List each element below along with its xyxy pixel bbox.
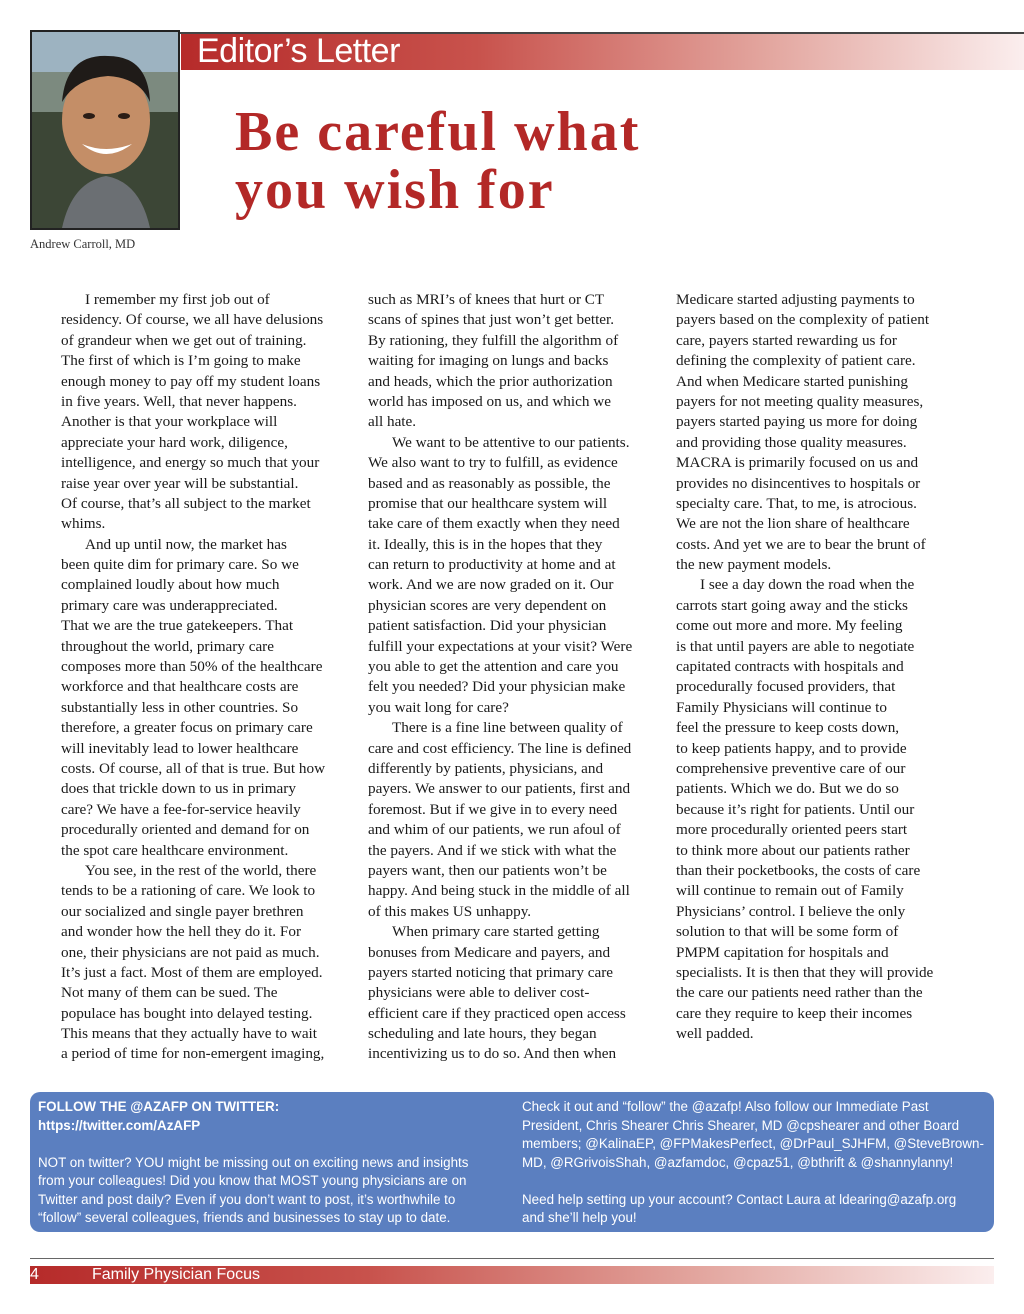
article-line: is that until payers are able to negotiate <box>676 637 915 655</box>
article-line: in five years. Well, that never happens. <box>61 392 297 410</box>
article-line: payers based on the complexity of patient <box>676 311 930 329</box>
help-line: Need help setting up your account? Contact Laura at ldearing@azafp.org <box>522 1191 957 1207</box>
article-line: the spot care healthcare environment. <box>61 841 289 859</box>
article-line: payers want, then our patients won’t be <box>368 861 607 879</box>
article-line: I see a day down the road when the <box>700 576 915 594</box>
article-line: come out more and more. My feeling <box>676 617 903 635</box>
article-line: world has imposed on us, and which we <box>368 392 611 410</box>
article-line: and wonder how the hell they do it. For <box>61 923 302 941</box>
follow-right-line: MD, @RGrivoisShah, @azfamdoc, @cpaz51, @bthrift & @shannylanny! <box>522 1154 954 1170</box>
article-line: costs. And yet we are to bear the brunt of <box>676 535 926 553</box>
article-line: provides no disincentives to hospitals or <box>676 474 921 492</box>
article-line: That we are the true gatekeepers. That <box>61 617 294 635</box>
follow-right-line: Check it out and “follow” the @azafp! Also follow our Immediate Past <box>522 1099 929 1114</box>
article-line: care and cost efficiency. The line is defined <box>368 739 632 757</box>
follow-left-line: from your colleagues! Did you know that MOST young physicians are on <box>38 1173 467 1188</box>
help-line: and she’ll help you! <box>522 1210 637 1225</box>
article-line: promise that our healthcare system will <box>368 494 608 512</box>
article-line: take care of them exactly when they need <box>368 515 620 533</box>
article-line: does that trickle down to us in primary <box>61 780 296 798</box>
article-line: specialists. It is then that they will provide <box>676 963 934 981</box>
headline-line-2: you wish for <box>235 159 555 221</box>
article-line: procedurally oriented and demand for on <box>61 821 310 839</box>
article-line: happy. And being stuck in the middle of all <box>368 882 630 900</box>
editor-photo <box>30 30 180 230</box>
article-line: We want to be attentive to our patients. <box>392 433 630 451</box>
article-line: of grandeur when we get out of training. <box>61 331 307 349</box>
article-line: capitated contracts with hospitals and <box>676 658 904 676</box>
follow-right-line: members; @KalinaEP, @FPMakesPerfect, @DrPaul_SJHFM, @SteveBrown- <box>522 1136 984 1151</box>
article-line: been quite dim for primary care. So we <box>61 556 299 574</box>
article-line: costs. Of course, all of that is true. But how <box>61 759 326 777</box>
article-line: to keep patients happy, and to provide <box>676 739 907 757</box>
article-line: efficient care if they practiced open access <box>368 1004 626 1022</box>
article-line: the new payment models. <box>676 556 832 574</box>
article-line: residency. Of course, we all have delusions <box>61 311 324 329</box>
follow-heading: FOLLOW THE @AZAFP ON TWITTER: <box>38 1099 280 1114</box>
article-line: care they require to keep their incomes <box>676 1004 913 1022</box>
article-line: specialty care. That, to me, is atrocious. <box>676 494 917 512</box>
article-line: you wait long for care? <box>368 698 509 716</box>
article-line: than their pocketbooks, the costs of care <box>676 861 921 879</box>
article-line: physician scores are very dependent on <box>368 596 607 614</box>
article-line: care, payers started rewarding us for <box>676 331 897 349</box>
article-line: intelligence, and energy so much that your <box>61 454 320 472</box>
article-line: carrots start going away and the sticks <box>676 596 908 614</box>
article-line: the payers. And if we stick with what the <box>368 841 617 859</box>
follow-right-panel <box>522 1098 992 1228</box>
article-line: care? We have a fee-for-service heavily <box>61 800 301 818</box>
article-line: Another is that your workplace will <box>61 413 278 431</box>
twitter-follow-box <box>30 1092 994 1232</box>
article-line: a period of time for non-emergent imaging, <box>61 1045 325 1063</box>
article-line: will continue to remain out of Family <box>676 882 904 900</box>
article-line: And up until now, the market has <box>85 535 287 553</box>
article-line: complained loudly about how much <box>61 576 280 594</box>
article-line: all hate. <box>368 413 417 431</box>
page-number: 4 <box>30 1266 39 1283</box>
article-line: felt you needed? Did your physician make <box>368 678 626 696</box>
article-line: whims. <box>61 515 106 533</box>
article-line: such as MRI’s of knees that hurt or CT <box>368 291 605 308</box>
article-line: raise year over year will be substantial. <box>61 474 299 492</box>
twitter-link[interactable]: https://twitter.com/AzAFP <box>38 1117 201 1133</box>
article-line: to think more about our patients rather <box>676 841 910 859</box>
article-line: comprehensive preventive care of our <box>676 759 906 777</box>
article-line: scheduling and late hours, they began <box>368 1025 597 1043</box>
article-line: can return to productivity at home and at <box>368 556 616 574</box>
article-line: it. Ideally, this is in the hopes that they <box>368 535 603 553</box>
article-line: And when Medicare started punishing <box>676 372 908 390</box>
article-line: foremost. But if we give in to every need <box>368 800 618 818</box>
section-banner <box>181 34 1024 70</box>
text-column-3 <box>676 290 966 1044</box>
article-line: It’s just a fact. Most of them are employed. <box>61 963 323 981</box>
article-line: throughout the world, primary care <box>61 637 274 655</box>
article-line: solution to that will be some form of <box>676 923 899 941</box>
article-line: When primary care started getting <box>392 923 600 941</box>
article-line: composes more than 50% of the healthcare <box>61 658 323 676</box>
article-line: appreciate your hard work, diligence, <box>61 433 288 451</box>
follow-left-line: “follow” several colleagues, friends and businesses to stay up to date. <box>38 1210 451 1225</box>
article-line: I remember my first job out of <box>85 291 270 308</box>
text-column-2 <box>368 290 658 1065</box>
article-line: enough money to pay off my student loans <box>61 372 321 390</box>
follow-right-line: President, Chris Shearer Chris Shearer, MD @cpshearer and other Board <box>522 1117 960 1133</box>
article-line: workforce and that healthcare costs are <box>61 678 299 696</box>
article-line: because it’s right for patients. Until our <box>676 800 915 818</box>
article-headline <box>235 103 755 219</box>
article-line: MACRA is primarily focused on us and <box>676 454 919 472</box>
article-line: scans of spines that just won’t get better. <box>368 311 615 329</box>
article-line: substantially less in other countries. So <box>61 698 299 716</box>
article-line: This means that they actually have to wait <box>61 1025 317 1043</box>
article-line: We also want to try to fulfill, as evidence <box>368 454 618 472</box>
article-line: payers for not meeting quality measures, <box>676 392 924 410</box>
follow-left-panel <box>38 1098 518 1228</box>
article-line: incentivizing us to do so. And then when <box>368 1045 617 1063</box>
article-line: and heads, which the prior authorization <box>368 372 613 390</box>
article-line: patients. Which we do. But we do so <box>676 780 899 798</box>
article-line: waiting for imaging on lungs and backs <box>368 352 609 370</box>
article-line: We are not the lion share of healthcare <box>676 515 910 533</box>
article-line: The first of which is I’m going to make <box>61 352 301 370</box>
headline-line-1: Be careful what <box>235 101 641 163</box>
article-line: tends to be a rationing of care. We look to <box>61 882 316 900</box>
article-line: Not many of them can be sued. The <box>61 984 278 1002</box>
article-line: based and as reasonably as possible, the <box>368 474 611 492</box>
article-line: bonuses from Medicare and payers, and <box>368 943 611 961</box>
article-line: of this makes US unhappy. <box>368 902 532 920</box>
article-line: and whim of our patients, we run afoul of <box>368 821 621 839</box>
article-line: You see, in the rest of the world, there <box>85 861 317 879</box>
article-line: fulfill your expectations at your visit? Were <box>368 637 633 655</box>
article-line: procedurally focused providers, that <box>676 678 896 696</box>
follow-left-line: NOT on twitter? YOU might be missing out on exciting news and insights <box>38 1154 469 1170</box>
article-line: patient satisfaction. Did your physician <box>368 617 607 635</box>
article-line: well padded. <box>676 1025 754 1043</box>
article-line: feel the pressure to keep costs down, <box>676 719 900 737</box>
article-line: will inevitably lead to lower healthcare <box>61 739 299 757</box>
article-line: payers. We answer to our patients, first and <box>368 780 631 798</box>
footer-bar <box>30 1266 994 1284</box>
article-line: There is a fine line between quality of <box>392 719 623 737</box>
article-line: Family Physicians will continue to <box>676 698 887 716</box>
article-line: payers started paying us more for doing <box>676 413 918 431</box>
article-line: our socialized and single payer brethren <box>61 902 304 920</box>
article-line: defining the complexity of patient care. <box>676 352 916 370</box>
article-line: differently by patients, physicians, and <box>368 759 604 777</box>
article-line: PMPM capitation for hospitals and <box>676 943 889 961</box>
article-line: Physicians’ control. I believe the only <box>676 902 906 920</box>
article-line: Medicare started adjusting payments to <box>676 291 915 308</box>
article-line: the care our patients need rather than the <box>676 984 923 1002</box>
text-column-1 <box>61 290 351 1065</box>
article-line: work. And we are now graded on it. Our <box>368 576 614 594</box>
bottom-rule <box>30 1258 994 1259</box>
article-line: therefore, a greater focus on primary care <box>61 719 313 737</box>
article-line: and providing those quality measures. <box>676 433 907 451</box>
article-line: one, their physicians are not paid as much. <box>61 943 320 961</box>
section-title: Editor’s Letter <box>197 32 400 70</box>
article-line: primary care was underappreciated. <box>61 596 278 614</box>
article-line: By rationing, they fulfill the algorithm of <box>368 331 619 349</box>
follow-left-line: Twitter and post daily? Even if you don’t want to post, it’s worthwhile to <box>38 1191 456 1207</box>
author-byline: Andrew Carroll, MD <box>30 237 136 251</box>
article-line: more procedurally oriented peers start <box>676 821 908 839</box>
article-line: populace has bought into delayed testing. <box>61 1004 313 1022</box>
article-line: you able to get the attention and care you <box>368 658 619 676</box>
article-line: physicians were able to deliver cost- <box>368 984 590 1002</box>
article-line: Of course, that’s all subject to the market <box>61 494 311 512</box>
article-line: payers started noticing that primary care <box>368 963 614 981</box>
magazine-title: Family Physician Focus <box>92 1266 261 1283</box>
